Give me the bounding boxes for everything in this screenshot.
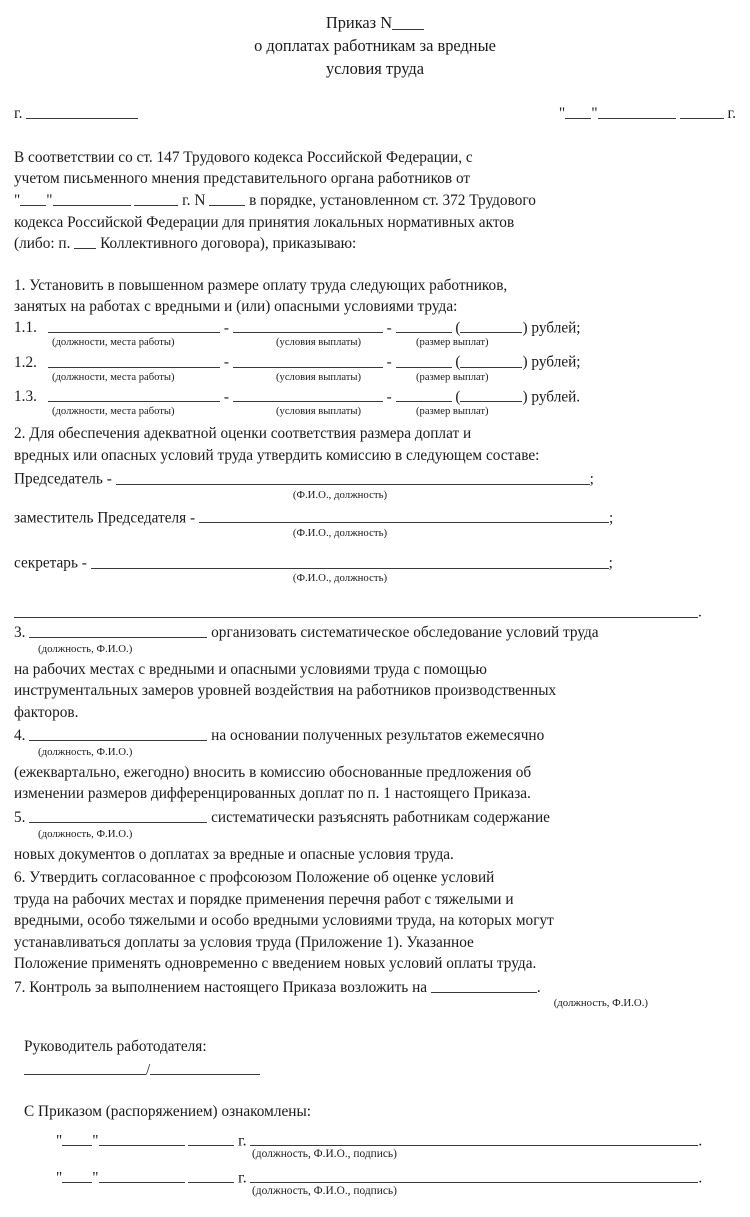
- ack-row-2-year-blank[interactable]: [188, 1168, 234, 1184]
- commission-chairman-blank[interactable]: [116, 469, 590, 485]
- ack-row-1-year-blank[interactable]: [188, 1131, 234, 1147]
- preamble-day-blank[interactable]: [20, 191, 46, 207]
- pay-row-2-captions: [14, 373, 736, 387]
- item-6-line-5: Положение применять одновременно с введением новых условий оплаты труда.: [14, 955, 537, 973]
- item-4-line-1: [14, 725, 736, 747]
- commission-chairman-row: [14, 469, 736, 489]
- signature-heading: Руководитель работодателя:: [24, 1038, 207, 1056]
- pay-row-3-dash-1: -: [223, 388, 229, 406]
- signature-separator: /: [146, 1061, 151, 1079]
- item-6-line-1: 6. Утвердить согласованное с профсоюзом Положение об оценке условий: [14, 869, 495, 887]
- item-5-number: 5.: [14, 808, 26, 826]
- pay-row-1-amount-blank[interactable]: [396, 318, 452, 334]
- item-1-line-2: занятых на работах с вредными и (или) опасными условиями труда:: [14, 298, 458, 316]
- pay-row-1-amount-words-blank[interactable]: [460, 318, 522, 334]
- date-quote-open: ": [558, 104, 566, 122]
- order-number-blank[interactable]: [392, 14, 424, 30]
- ack-row-1-year-suffix: г.: [238, 1132, 247, 1150]
- signature-line-row: [14, 1060, 736, 1078]
- pay-row-1: [14, 318, 736, 338]
- item-4-caption: (должность, Ф.И.О.): [38, 745, 133, 758]
- pay-row-3-captions: [14, 407, 736, 421]
- acknowledgement-heading: С Приказом (распоряжением) ознакомлены:: [24, 1102, 311, 1120]
- ack-row-1-fio-blank[interactable]: [250, 1131, 698, 1147]
- pay-row-1-paren-close: ): [522, 319, 528, 337]
- city-field: [14, 103, 138, 121]
- date-year-suffix: г.: [727, 104, 736, 122]
- preamble-line-5-tail: Коллективного договора), приказываю:: [100, 235, 357, 253]
- signature-mark-blank[interactable]: [150, 1060, 260, 1076]
- commission-deputy-label: заместитель Председателя -: [14, 509, 199, 527]
- extra-blank-terminator: .: [698, 603, 702, 621]
- pay-row-1-currency: рублей;: [531, 319, 581, 337]
- item-2-line-1: 2. Для обеспечения адекватной оценки соответствия размера доплат и: [14, 425, 472, 443]
- pay-row-1-condition-blank[interactable]: [233, 318, 383, 334]
- city-blank[interactable]: [26, 103, 138, 119]
- item-5-caption: (должность, Ф.И.О.): [38, 827, 133, 840]
- item-5-text: систематически разъяснять работникам содержание: [211, 808, 550, 826]
- ack-row-2-day-blank[interactable]: [62, 1168, 92, 1184]
- pay-row-3-condition-blank[interactable]: [233, 387, 383, 403]
- item-7-duty-blank[interactable]: [431, 977, 537, 993]
- pay-row-1-dash-1: -: [223, 319, 229, 337]
- item-7-terminator: .: [536, 978, 541, 996]
- item-4-duty-blank[interactable]: [29, 726, 207, 742]
- date-quote-close: ": [591, 104, 598, 122]
- item-7-line-1: [14, 977, 736, 999]
- caption-amount-3: (размер выплат): [416, 406, 489, 418]
- preamble-year-num-label: г. N: [182, 192, 206, 210]
- caption-position-1: (должности, места работы): [52, 337, 175, 349]
- preamble-line-3-tail: в порядке, установленном ст. 372 Трудового: [249, 192, 536, 210]
- ack-row-1-month-blank[interactable]: [99, 1131, 185, 1147]
- preamble-quote-close: ": [46, 192, 53, 210]
- ack-row-2-year-suffix: г.: [238, 1169, 247, 1187]
- ack-row-1-terminator: .: [698, 1132, 703, 1150]
- caption-condition-3: (условия выплаты): [276, 406, 362, 418]
- item-5-line-1: [14, 807, 736, 829]
- preamble-paragraph: [14, 147, 736, 255]
- pay-row-1-dash-2: -: [386, 319, 392, 337]
- city-label: г.: [14, 104, 23, 122]
- item-1-line-1: 1. Установить в повышенном размере оплату труда следующих работников,: [14, 276, 508, 294]
- pay-row-3-paren-close: ): [522, 388, 528, 406]
- caption-amount-2: (размер выплат): [416, 371, 489, 383]
- signature-block: [14, 1039, 736, 1077]
- caption-condition-1: (условия выплаты): [276, 337, 362, 349]
- pay-row-1-captions: [14, 338, 736, 352]
- pay-row-2-currency: рублей;: [531, 353, 581, 371]
- pay-row-2-paren-close: ): [522, 353, 528, 371]
- preamble-clause-label: (либо: п.: [14, 235, 71, 253]
- preamble-month-blank[interactable]: [53, 191, 131, 207]
- pay-row-3-position-blank[interactable]: [48, 387, 220, 403]
- commission-secretary-label: секретарь -: [14, 554, 91, 572]
- date-day-blank[interactable]: [565, 103, 591, 119]
- caption-condition-2: (условия выплаты): [276, 371, 362, 383]
- pay-row-3-paren-open: (: [455, 388, 461, 406]
- item-2-line-2: вредных или опасных условий труда утвердить комиссию в следующем составе:: [14, 446, 540, 464]
- pay-row-2-amount-blank[interactable]: [396, 352, 452, 368]
- item-4: [14, 725, 736, 805]
- pay-row-3-amount-blank[interactable]: [396, 387, 452, 403]
- acknowledgement-block: [14, 1104, 736, 1203]
- item-5-duty-blank[interactable]: [29, 807, 207, 823]
- preamble-year-blank[interactable]: [134, 191, 178, 207]
- extra-blank-line[interactable]: [14, 602, 698, 617]
- pay-row-2-position-blank[interactable]: [48, 352, 220, 368]
- ack-row-2-terminator: .: [698, 1169, 703, 1187]
- item-2: [14, 423, 736, 588]
- title-order-label: Приказ N: [325, 13, 393, 32]
- date-year-blank[interactable]: [680, 103, 724, 119]
- pay-row-1-paren-open: (: [455, 319, 461, 337]
- pay-row-1-label: 1.1.: [14, 319, 37, 337]
- commission-secretary-terminator: ;: [608, 554, 613, 572]
- preamble-line-2: учетом письменного мнения представительного органа работников от: [14, 170, 471, 188]
- city-date-row: [0, 103, 750, 129]
- commission-deputy-blank[interactable]: [199, 508, 609, 524]
- ack-row-2-caption: (должность, Ф.И.О., подпись): [252, 1184, 397, 1197]
- item-3-line-1: [14, 622, 736, 644]
- preamble-clause-blank[interactable]: [74, 234, 96, 250]
- date-month-blank[interactable]: [598, 103, 676, 119]
- pay-row-2-paren-open: (: [455, 353, 461, 371]
- pay-row-2-dash-2: -: [386, 353, 392, 371]
- item-1: [14, 275, 736, 421]
- commission-chairman-caption: (Ф.И.О., должность): [292, 488, 388, 501]
- ack-row-1-caption: (должность, Ф.И.О., подпись): [252, 1147, 397, 1160]
- preamble-line-1: В соответствии со ст. 147 Трудового кодекса Российской Федерации, с: [14, 148, 473, 166]
- commission-deputy-row: [14, 508, 736, 528]
- item-3-number: 3.: [14, 624, 26, 642]
- item-3: [14, 622, 736, 723]
- item-4-number: 4.: [14, 727, 26, 745]
- caption-amount-1: (размер выплат): [416, 337, 489, 349]
- preamble-quote-open: ": [14, 192, 21, 210]
- commission-chairman-terminator: ;: [589, 470, 594, 488]
- item-6-line-3: вредными, особо тяжелыми и особо вредными условиями труда, на которых могут: [14, 912, 554, 930]
- item-3-caption: (должность, Ф.И.О.): [38, 642, 133, 655]
- document-title: [0, 0, 750, 81]
- pay-row-3: [14, 387, 736, 407]
- item-3-line-4: факторов.: [14, 703, 79, 721]
- ack-row-1-quote-close: ": [92, 1132, 99, 1150]
- commission-secretary-caption: (Ф.И.О., должность): [292, 572, 388, 585]
- pay-row-3-currency: рублей.: [531, 388, 581, 406]
- ack-row-1-day-blank[interactable]: [62, 1131, 92, 1147]
- commission-deputy-terminator: ;: [608, 509, 614, 527]
- preamble-line-3: [14, 190, 736, 212]
- caption-position-3: (должности, места работы): [52, 406, 175, 418]
- pay-row-2-condition-blank[interactable]: [233, 352, 383, 368]
- pay-row-3-amount-words-blank[interactable]: [460, 387, 522, 403]
- ack-row-1-quote-open: ": [56, 1132, 63, 1150]
- pay-row-3-dash-2: -: [386, 388, 392, 406]
- item-3-duty-blank[interactable]: [29, 623, 207, 639]
- commission-secretary-blank[interactable]: [91, 553, 609, 569]
- pay-row-2-amount-words-blank[interactable]: [460, 352, 522, 368]
- item-7-caption: (должность, Ф.И.О.): [553, 997, 648, 1010]
- date-field: [559, 103, 736, 121]
- title-line-3: условия труда: [325, 58, 425, 78]
- item-5: [14, 807, 736, 865]
- item-4-line-3: изменении размеров дифференцированных доплат по п. 1 настоящего Приказа.: [14, 785, 531, 803]
- ack-row-2-quote-close: ": [92, 1169, 99, 1187]
- pay-row-2-label: 1.2.: [14, 353, 37, 371]
- item-6: [14, 867, 736, 975]
- extra-blank-row: [14, 602, 736, 620]
- commission-deputy-caption: (Ф.И.О., должность): [292, 527, 388, 539]
- item-3-line-2: на рабочих местах с вредными и опасными условиями труда с помощью: [14, 660, 487, 678]
- item-4-text: на основании полученных результатов ежемесячно: [211, 727, 545, 745]
- preamble-line-4: кодекса Российской Федерации для принятия локальных нормативных актов: [14, 213, 515, 231]
- item-7-text: 7. Контроль за выполнением настоящего Приказа возложить на: [14, 978, 428, 996]
- item-5-line-2: новых документов о доплатах за вредные и опасные условия труда.: [14, 845, 454, 863]
- ack-row-1: [14, 1131, 736, 1149]
- item-3-text: организовать систематическое обследование условий труда: [211, 624, 599, 642]
- ack-row-2: [14, 1168, 736, 1186]
- item-6-line-2: труда на рабочих местах и порядке применения перечня работ с тяжелыми и: [14, 890, 514, 908]
- title-line-2: о доплатах работникам за вредные: [254, 35, 496, 55]
- signature-name-blank[interactable]: [24, 1060, 146, 1076]
- item-4-line-2: (ежеквартально, ежегодно) вносить в комиссию обоснованные предложения об: [14, 763, 532, 781]
- ack-row-2-quote-open: ": [56, 1169, 63, 1187]
- preamble-number-blank[interactable]: [209, 191, 245, 207]
- item-7: [14, 977, 736, 1014]
- title-line-1: [0, 12, 750, 35]
- ack-row-2-fio-blank[interactable]: [250, 1168, 698, 1184]
- pay-row-3-label: 1.3.: [14, 388, 37, 406]
- commission-secretary-row: [14, 553, 736, 573]
- preamble-line-5: [14, 233, 736, 255]
- pay-row-1-position-blank[interactable]: [48, 318, 220, 334]
- caption-position-2: (должности, места работы): [52, 371, 175, 383]
- item-3-line-3: инструментальных замеров уровней воздействия на работников производственных: [14, 682, 557, 700]
- pay-row-2-dash-1: -: [223, 353, 229, 371]
- item-6-line-4: устанавливаться доплаты за условия труда (Приложение 1). Указанное: [14, 933, 474, 951]
- commission-chairman-label: Председатель -: [14, 470, 116, 488]
- pay-row-2: [14, 352, 736, 372]
- ack-row-2-month-blank[interactable]: [99, 1168, 185, 1184]
